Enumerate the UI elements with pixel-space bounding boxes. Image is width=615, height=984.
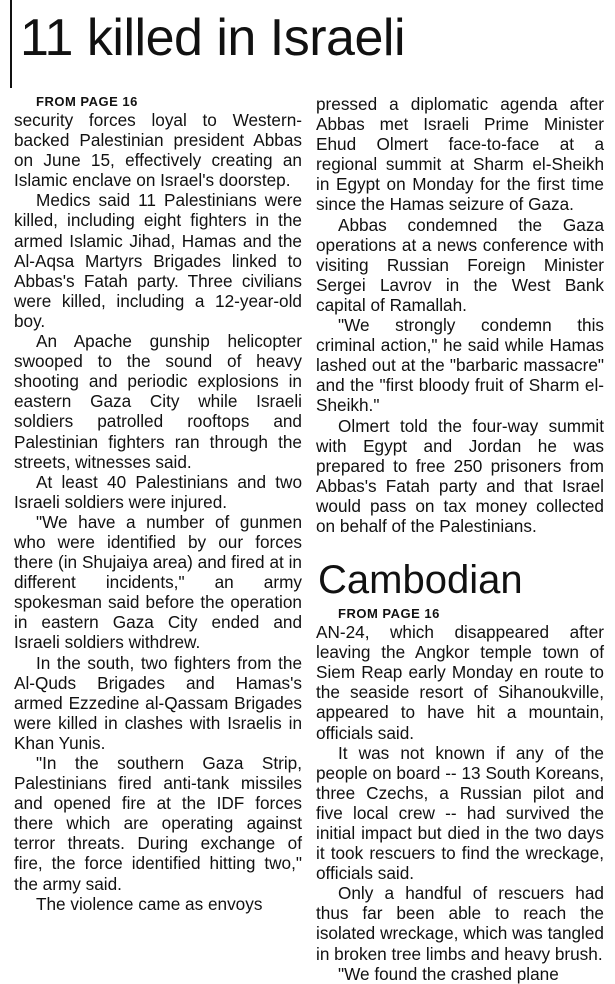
right-column <box>316 94 604 984</box>
paragraph: The violence came as envoys <box>36 893 263 914</box>
paragraph: In the south, two fighters from the Al-Quds Brigades and Hamas's armed Ezzedine al-Qassam Brigades were killed in clashes with Israelis in Khan Yunis. <box>14 652 302 753</box>
paragraph: "In the southern Gaza Strip, Palestinians fired anti-tank missiles and opened fire at the IDF forces there which are operating against terror threats. During exchange of fire, the force identified hitting two," the army said. <box>14 753 302 894</box>
paragraph: Medics said 11 Palestinians were killed, including eight fighters in the armed Islamic Jihad, Hamas and the Al-Aqsa Martyrs Brigades linked to Abbas's Fatah party. Three civilians were killed, including a 12-year-old boy. <box>14 190 302 331</box>
paragraph: "We have a number of gunmen who were identified by our forces there (in Shujaiya area) and fired at in different incidents," an army spokesman said before the operation in eastern Gaza City ended and Israeli soldiers withdrew. <box>14 511 302 653</box>
paragraph: Only a handful of rescuers had thus far been able to reach the isolated wreckage, which was tangled in broken tree limbs and heavy brush. <box>316 883 604 964</box>
paragraph: "We found the crashed plane <box>338 963 559 984</box>
paragraph: pressed a diplomatic agenda after Abbas met Israeli Prime Minister Ehud Olmert face-to-face at a regional summit at Sharm el-Sheikh in Egypt on Monday for the first time since the Hamas seizure of Gaza. <box>316 94 604 215</box>
from-page-label: FROM PAGE 16 <box>36 94 138 109</box>
paragraph: "We strongly condemn this criminal action," he said while Hamas lashed out at the "barbaric massacre" and the "first bloody fruit of Sharm el-Sheikh." <box>316 315 604 416</box>
paragraph: security forces loyal to Western-backed Palestinian president Abbas on June 15, effectively creating an Islamic enclave on Israel's doorstep. <box>14 110 302 191</box>
paragraph: An Apache gunship helicopter swooped to the sound of heavy shooting and periodic explosions in eastern Gaza City while Israeli soldiers patrolled rooftops and Palestinian fighters ran through the streets, witnesses said. <box>14 331 302 472</box>
headline: 11 killed in Israeli <box>20 9 406 67</box>
paragraph: It was not known if any of the people on board -- 13 South Koreans, three Czechs, a Russian pilot and five local crew -- had survived the initial impact but died in the two days it took rescuers to find the wreckage, officials said. <box>316 742 604 884</box>
column-rule <box>10 0 12 88</box>
left-column <box>14 94 302 914</box>
paragraph: Abbas condemned the Gaza operations at a news conference with visiting Russian Foreign Minister Sergei Lavrov in the West Bank capital of Ramallah. <box>316 214 604 315</box>
from-page-label: FROM PAGE 16 <box>338 606 440 622</box>
paragraph: At least 40 Palestinians and two Israeli soldiers were injured. <box>14 471 302 512</box>
paragraph: AN-24, which disappeared after leaving the Angkor temple town of Siem Reap early Monday en route to the seaside resort of Sihanoukville, appeared to have hit a mountain, officials said. <box>316 622 604 743</box>
paragraph: Olmert told the four-way summit with Egypt and Jordan he was prepared to free 250 prisoners from Abbas's Fatah party and that Israel would pass on tax money collected on behalf of the Palestinians. <box>316 415 604 536</box>
subheadline: Cambodian <box>318 558 523 603</box>
